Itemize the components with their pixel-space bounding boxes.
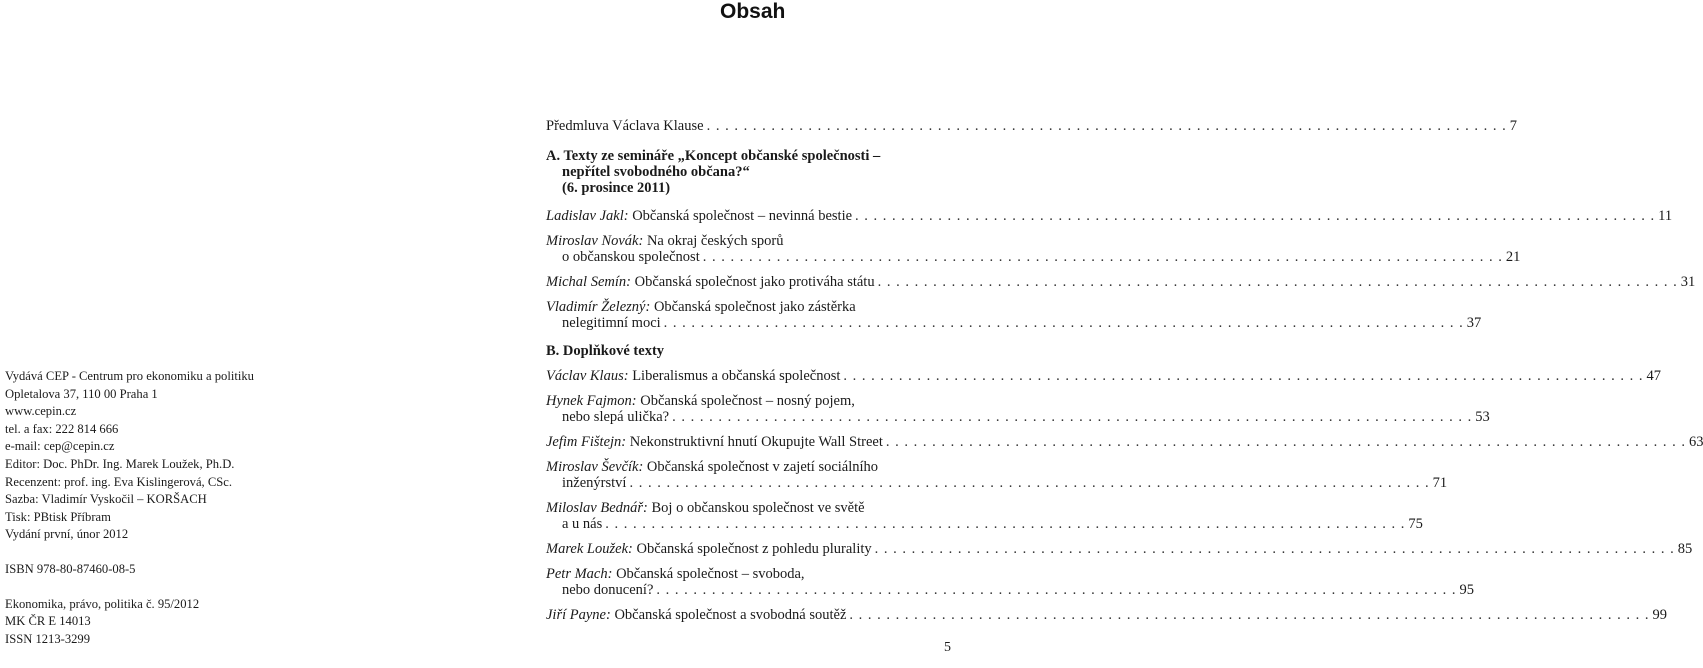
toc-entry[interactable] — [546, 274, 1696, 290]
toc-entry-author: Michal Semín: — [546, 274, 631, 290]
toc-entry[interactable] — [546, 607, 1668, 623]
imprint-line: e-mail: cep@cepin.cz — [5, 439, 115, 454]
leader-dots — [849, 607, 1649, 623]
toc-entry-title: Občanská společnost jako zástěrka — [653, 299, 856, 315]
toc-page-number: 99 — [1652, 607, 1668, 623]
toc-entry-title: Předmluva Václava Klause — [546, 118, 704, 134]
toc-entry-title-cont: o občanskou společnost — [562, 249, 700, 265]
toc-entry-title-cont: inženýrství — [562, 475, 627, 491]
toc-entry-title: Nekonstruktivní hnutí Okupujte Wall Street — [629, 434, 883, 450]
leader-dots — [878, 274, 1678, 290]
toc-entry[interactable] — [546, 233, 1521, 265]
toc-entry-author: Vladimír Železný: — [546, 299, 651, 315]
toc-entry[interactable] — [546, 393, 1490, 425]
series-info: Ekonomika, právo, politika č. 95/2012 — [5, 596, 200, 611]
leader-dots — [672, 409, 1472, 425]
page-number: 5 — [944, 640, 951, 655]
toc-entry[interactable] — [546, 566, 1475, 598]
toc-page-number: 11 — [1658, 208, 1673, 224]
leader-dots — [629, 475, 1429, 491]
toc-page-number: 7 — [1509, 118, 1517, 134]
toc-page-number: 47 — [1646, 368, 1661, 384]
section-b-heading: B. Doplňkové texty — [546, 343, 665, 359]
imprint-line: Vydání první, únor 2012 — [5, 527, 129, 542]
toc-entry-title: Občanská společnost a svobodná soutěž — [614, 607, 847, 623]
page-heading: Obsah — [720, 0, 786, 23]
leader-dots — [656, 582, 1456, 598]
leader-dots — [886, 434, 1686, 450]
toc-entry[interactable] — [546, 434, 1703, 450]
leader-dots — [843, 368, 1643, 384]
leader-dots — [605, 516, 1405, 532]
toc-entry[interactable] — [546, 368, 1661, 384]
toc-entry-title: Občanská společnost – nevinná bestie — [632, 208, 853, 224]
toc-entry-author: Ladislav Jakl: — [546, 208, 629, 224]
imprint-block — [5, 368, 254, 648]
toc-entry-author: Miloslav Bednář: — [546, 500, 648, 516]
toc-entry-title: Občanská společnost jako protiváha státu — [634, 274, 875, 290]
mk-registration: MK ČR E 14013 — [5, 614, 91, 629]
imprint-line: Editor: Doc. PhDr. Ing. Marek Loužek, Ph.D. — [5, 456, 235, 471]
imprint-line: Sazba: Vladimír Vyskočil – KORŠACH — [5, 492, 207, 507]
toc-entry[interactable] — [546, 459, 1448, 491]
imprint-line: tel. a fax: 222 814 666 — [5, 421, 119, 436]
section-b-entries — [546, 368, 1703, 623]
toc-page-number: 95 — [1459, 582, 1475, 598]
toc-entry[interactable] — [546, 500, 1423, 532]
toc-entry-author: Jefim Fištejn: — [546, 434, 627, 450]
toc-page-number: 85 — [1677, 541, 1693, 557]
leader-dots — [664, 315, 1464, 331]
toc-entry-title-cont: nelegitimní moci — [562, 315, 661, 331]
toc-page-number: 53 — [1475, 409, 1490, 425]
toc-entry-author: Hynek Fajmon: — [546, 393, 637, 409]
toc-page-number: 71 — [1432, 475, 1448, 491]
toc-entry-title: Na okraj českých sporů — [646, 233, 784, 249]
toc-entry-preface[interactable] — [546, 118, 1517, 134]
toc-entry-title: Občanská společnost z pohledu plurality — [636, 541, 872, 557]
section-a-heading: A. Texty ze semináře „Koncept občanské společnosti – nepřítel svobodného občana?“ (6. prosince 2011) — [546, 148, 881, 196]
toc-entry-title: Občanská společnost v zajetí sociálního — [646, 459, 879, 475]
toc-entry-title: Občanská společnost – svoboda, — [616, 566, 805, 582]
toc-entry-title: Liberalismus a občanská společnost — [632, 368, 841, 384]
toc-entry[interactable] — [546, 541, 1693, 557]
toc-entry-title-cont: a u nás — [562, 516, 603, 532]
toc-entry-author: Jiří Payne: — [546, 607, 611, 623]
toc-entry-title-cont: nebo slepá ulička? — [562, 409, 670, 425]
table-of-contents — [546, 118, 1703, 632]
imprint-line: www.cepin.cz — [5, 404, 77, 419]
section-a-entries — [546, 208, 1696, 331]
toc-entry[interactable] — [546, 299, 1482, 331]
toc-page-number: 21 — [1505, 249, 1521, 265]
imprint-line: Tisk: PBtisk Příbram — [5, 509, 111, 524]
leader-dots — [707, 118, 1507, 134]
imprint-line: Opletalova 37, 110 00 Praha 1 — [5, 386, 158, 401]
toc-entry-author: Marek Loužek: — [546, 541, 633, 557]
toc-page-number: 37 — [1466, 315, 1482, 331]
toc-entry-title-cont: nebo donucení? — [562, 582, 654, 598]
imprint-line: Vydává CEP - Centrum pro ekonomiku a politiku — [5, 369, 254, 383]
toc-page-number: 63 — [1688, 434, 1703, 450]
toc-page-number: 31 — [1680, 274, 1696, 290]
imprint-line: Recenzent: prof. ing. Eva Kislingerová, CSc. — [5, 474, 232, 489]
toc-entry-author: Miroslav Novák: — [546, 233, 644, 249]
toc-page-number: 75 — [1408, 516, 1423, 532]
toc-entry-author: Petr Mach: — [546, 566, 613, 582]
isbn: ISBN 978-80-87460-08-5 — [5, 561, 136, 576]
leader-dots — [875, 541, 1675, 557]
leader-dots — [703, 249, 1503, 265]
toc-entry[interactable] — [546, 208, 1673, 224]
leader-dots — [855, 208, 1655, 224]
toc-entry-title: Občanská společnost – nosný pojem, — [640, 393, 855, 409]
toc-entry-title: Boj o občanskou společnost ve světě — [651, 500, 865, 516]
toc-entry-author: Václav Klaus: — [546, 368, 629, 384]
issn: ISSN 1213-3299 — [5, 631, 91, 646]
toc-entry-author: Miroslav Ševčík: — [546, 459, 644, 475]
